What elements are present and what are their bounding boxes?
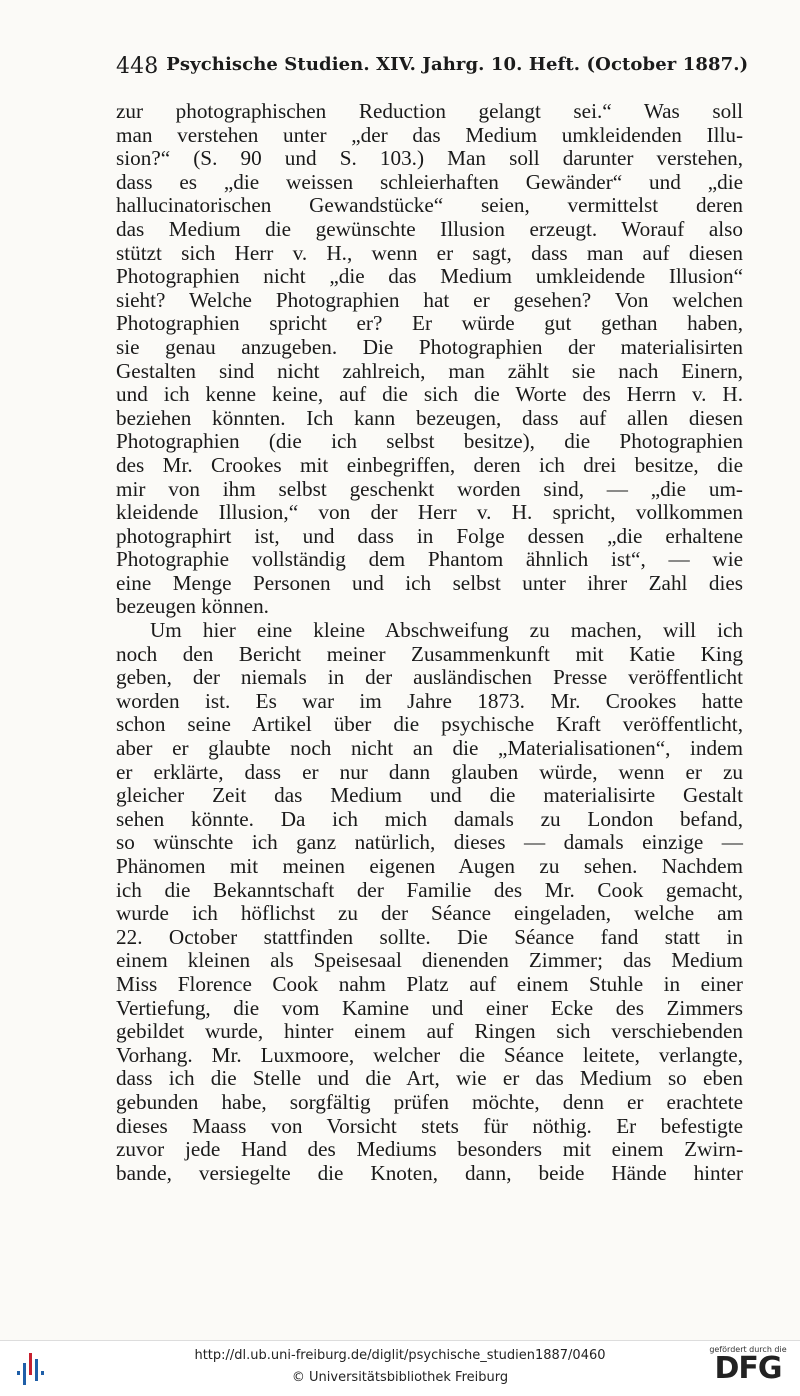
text-line: gleicher Zeit das Medium und die materialisirte Gestalt [116, 783, 743, 808]
text-line: und ich kenne keine, auf die sich die Worte des Herrn v. H. [116, 382, 743, 407]
text-line: Miss Florence Cook nahm Platz auf einem Stuhle in einer [116, 971, 743, 996]
text-line: zur photographischen Reduction gelangt sei.“ Was soll [116, 99, 743, 123]
text-line: Photographie vollständig dem Phantom ähnlich ist“, — wie [116, 547, 743, 572]
text-line: beziehen könnten. Ich kann bezeugen, dass auf allen diesen [116, 405, 743, 430]
text-line: Photographien spricht er? Er würde gut gethan haben, [116, 311, 743, 336]
text-line: aber er glaubte noch nicht an die „Materialisationen“, indem [116, 736, 743, 761]
text-line: noch den Bericht meiner Zusammenkunft mit Katie King [116, 641, 743, 666]
text-line: Vorhang. Mr. Luxmoore, welcher die Séance leitete, verlangte, [116, 1042, 743, 1067]
page-number: 448 [116, 54, 159, 79]
text-line: mir von ihm selbst geschenkt worden sind, — „die um- [116, 476, 743, 501]
text-line: das Medium die gewünschte Illusion erzeugt. Worauf also [116, 216, 743, 241]
text-line: so wünschte ich ganz natürlich, dieses — damals einzige — [116, 830, 743, 855]
text-line: sieht? Welche Photographien hat er gesehen? Von welchen [116, 287, 743, 312]
running-header [116, 54, 749, 79]
text-line: bande, versiegelte die Knoten, dann, beide Hände hinter [116, 1160, 743, 1185]
running-title: Psychische Studien. XIV. Jahrg. 10. Heft. (October 1887.) [166, 54, 749, 75]
body-text [116, 100, 743, 1185]
text-line: geben, der niemals in der ausländischen Presse veröffentlicht [116, 665, 743, 690]
text-line: worden ist. Es war im Jahre 1873. Mr. Crookes hatte [116, 688, 743, 713]
text-line: photographirt ist, und dass in Folge dessen „die erhaltene [116, 523, 743, 548]
dfg-logo: DFG [714, 1351, 782, 1386]
text-line: er erklärte, dass er nur dann glauben würde, wenn er zu [116, 759, 743, 784]
text-line: eine Menge Personen und ich selbst unter ihrer Zahl dies [116, 570, 743, 595]
document-url[interactable]: http://dl.ub.uni-freiburg.de/diglit/psychische_studien1887/0460 [194, 1348, 606, 1363]
text-line: Vertiefung, die vom Kamine und einer Ecke des Zimmers [116, 995, 743, 1020]
text-line: zuvor jede Hand des Mediums besonders mit einem Zwirn- [116, 1137, 743, 1162]
text-line: kleidende Illusion,“ von der Herr v. H. spricht, vollkommen [116, 500, 743, 525]
text-line: gebunden habe, sorgfältig prüfen möchte, denn er erachtete [116, 1089, 743, 1114]
text-line: Gestalten sind nicht zahlreich, man zählt sie nach Einern, [116, 358, 743, 383]
text-line: Photographien (die ich selbst besitze), die Photographien [116, 429, 743, 454]
text-line: bezeugen können. [116, 594, 269, 619]
text-line: sion?“ (S. 90 und S. 103.) Man soll darunter verstehen, [116, 146, 743, 171]
text-line: sehen könnte. Da ich mich damals zu London befand, [116, 806, 743, 831]
text-line: 22. October stattfinden sollte. Die Séance fand statt in [116, 924, 743, 949]
text-line: sie genau anzugeben. Die Photographien der materialisirten [116, 334, 743, 359]
dfg-funding-logo [706, 1345, 790, 1384]
text-line: Um hier eine kleine Abschweifung zu machen, will ich [150, 618, 743, 643]
copyright-notice: © Universitätsbibliothek Freiburg [291, 1370, 509, 1385]
text-line: dass es „die weissen schleierhaften Gewänder“ und „die [116, 169, 743, 194]
text-line: wurde ich höflichst zu der Séance eingeladen, welche am [116, 901, 743, 926]
text-line: einem kleinen als Speisesaal dienenden Zimmer; das Medium [116, 948, 743, 973]
text-line: dass ich die Stelle und die Art, wie er das Medium so eben [116, 1066, 743, 1091]
text-line: hallucinatorischen Gewandstücke“ seien, vermittelst deren [116, 193, 743, 218]
dfg-funding-note: gefördert durch die [709, 1345, 787, 1354]
text-line: Photographien nicht „die das Medium umkleidende Illusion“ [116, 264, 743, 289]
text-line: Phänomen mit meinen eigenen Augen zu sehen. Nachdem [116, 854, 743, 878]
text-line: gebildet wurde, hinter einem auf Ringen sich verschiebenden [116, 1019, 743, 1044]
text-line: des Mr. Crookes mit einbegriffen, deren ich drei besitze, die [116, 452, 743, 477]
text-line: man verstehen unter „der das Medium umkleidenden Illu- [116, 122, 743, 147]
text-line: ich die Bekanntschaft der Familie des Mr. Cook gemacht, [116, 877, 743, 902]
text-line: dieses Maass von Vorsicht stets für nöthig. Er befestigte [116, 1113, 743, 1138]
viewer-footer [0, 1340, 800, 1396]
text-line: stützt sich Herr v. H., wenn er sagt, dass man auf diesen [116, 240, 743, 265]
text-line: schon seine Artikel über die psychische Kraft veröffentlicht, [116, 712, 743, 737]
